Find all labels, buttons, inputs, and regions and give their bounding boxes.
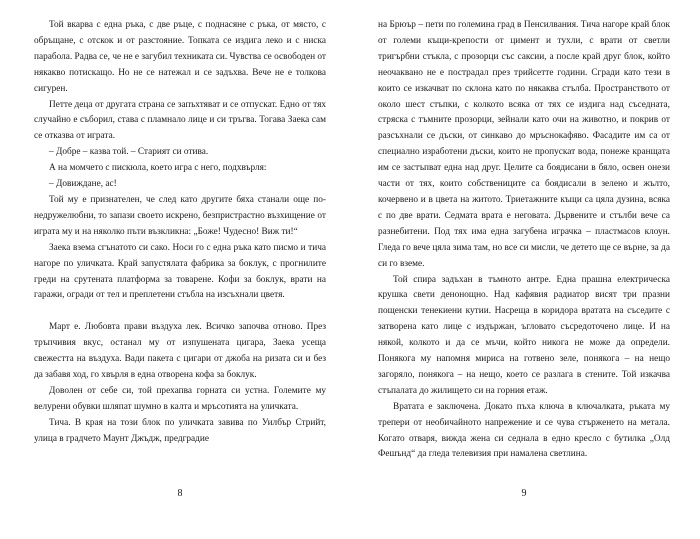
paragraph: Тича. В края на този блок по уличката завива по Уилбър Стрийт, улица в градчето Маунт Джъдж, предградие xyxy=(34,417,326,444)
paragraph: Март е. Любовта прави въздуха лек. Всичко започва отново. През тръпчивия вкус, останал му от изпушената цигара, Заека усеща свежестта на въздуха. Вади пакета с цигари от джоба на ризата си и без да забавя ход, го хвърля в една отворена кофа за боклук. xyxy=(34,322,326,380)
paragraph: Той спира задъхан в тъмното антре. Една прашна електрическа крушка свети денонощно. Над кафявия радиатор висят три празни пощенски тенекиени кутии. Насреща в коридора вратата на съседите с затворена като лице с издържан, ъгловато съсредоточено лице. И на някой, колкото и да се мъчи, който никога не може да определи. Понякога му напомня мириса на готвено зеле, понякога – на нещо загоряло, понякога – на нещо, което се разлага в стените. Той изкачва стъпалата до жилището си на горния етаж. xyxy=(378,274,670,396)
left-page-body xyxy=(34,18,326,488)
right-page-number: 9 xyxy=(521,488,527,499)
paragraph: А на момчето с пискюла, което игра с него, подхвърля: xyxy=(49,163,267,174)
paragraph: Той му е признателен, че след като другите бяха станали още по-недружелюбни, то запази своето искрено, безпристрастно възхищение от играта му и на няколко пъти възкликна: „Боже! Чудесно! Виж ти!“ xyxy=(34,194,326,237)
paragraph: Той вкарва с една ръка, с две ръце, с поднасяне с ръка, от място, с обръщане, с отскок и от разстояние. Топката се издига леко и с ниска парабола. Радва се, че не е загубил техниката си. Чувства се освободен от някакво потискащо. Но не се натежал и се задъхва. Вече не е толкова сигурен. xyxy=(34,20,326,94)
paragraph: Заека взема сгънатото си сако. Носи го с една ръка като писмо и тича нагоре по уличката. Край запустялата фабрика за боклук, с прогнилите греди на срутената платформа за товарене. Кофи за боклук, врати на гаражи, огради от тел и преплетени стъбла на изсъхнали цветя. xyxy=(34,242,326,301)
paragraph: – Довиждане, ас! xyxy=(49,179,117,190)
paragraph: Петте деца от другата страна се запъхтяват и се отпускат. Едно от тях случайно е съборил, става с пламнало лице и си тръгва. Тогава Заека сам се отказва от играта. xyxy=(34,99,326,142)
left-page-number: 8 xyxy=(177,488,183,499)
paragraph: на Брюър – пети по големина град в Пенсилвания. Тича нагоре край блок от големи къщи-крепости от цимент и тухли, с врати от светли тригърбни стъкла, с прозорци със саксии, а после край друг блок, който неочаквано не е пострадал през трийсетте години. Сгради като тези в които се изкачват по склона като по някаква стълба. Пространството от около шест стъпки, с колкото всяка от тях се издига над съседната, стряска с тъмните прозорци, зейнали като очи на животно, и покрив от разсъхнали се дъски, от синкаво до мръснокафяво. Фасадите им са от специално изработени дъски, които не пропускат вода, понеже кранщата им се застъпват една над друг. Целите са боядисани в бяло, освен онези части от тях, които собствениците са боядисали в зелено и жълто, кочервено и в цвета на житото. Триетажните къщи са цяла дузина, всяка с по две врати. Седмата врата е неговата. Дървените и стълби вече са разнебитени. Под тях има една загубена играчка – пластмасов клоун. Гледа го вече цяла зима там, но все си мисли, че детето ще се върне, за да си го вземе. xyxy=(378,20,670,269)
right-page-body xyxy=(378,18,670,488)
section-break xyxy=(34,304,326,320)
paragraph: Доволен от себе си, той прехапва горната си устна. Големите му велурени обувки шляпат шумно в калта и мръсотията на уличката. xyxy=(34,385,326,412)
paragraph: Вратата е заключена. Докато пъха ключа в ключалката, ръката му трепери от необичайното напрежение и се чува стърженето на метала. Когато отваря, вижда жена си седнала в едно кресло с бутилка „Олд Фешънд“ да гледа телевизия при намалена светлина. xyxy=(378,401,670,460)
paragraph: – Добре – казва той. – Старият си отива. xyxy=(49,147,209,158)
